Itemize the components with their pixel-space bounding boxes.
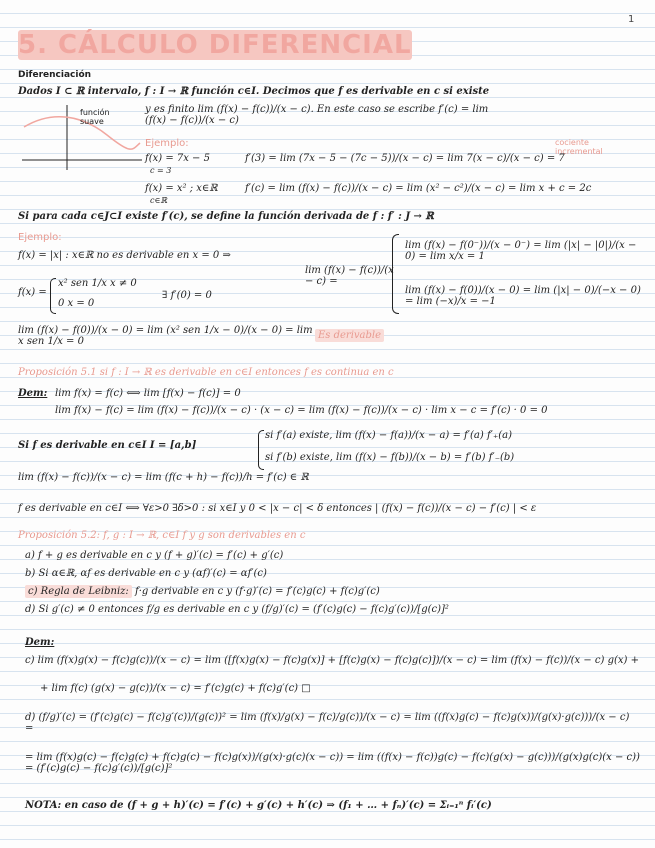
ejemplo-label: Ejemplo: <box>145 138 189 149</box>
derived-function-def: Si para cada c∈J⊂I existe f′(c), se define la función derivada de f : f′ : J → ℝ <box>18 211 434 222</box>
dem-label-2: Dem: <box>25 637 55 648</box>
prop-5-2-text: Proposición 5.2: f, g : I → ℝ, c∈I f y g son derivables en c <box>18 530 306 541</box>
leibniz-label: c) Regla de Leibniz: <box>25 585 132 598</box>
section-heading: Diferenciación <box>18 70 92 80</box>
title-text: 5. CÁLCULO DIFERENCIAL <box>18 30 412 60</box>
nota: NOTA: en caso de (f + g + h)′(c) = f′(c) + g′(c) + h′(c) ⇒ (f₁ + … + fₙ)′(c) = Σᵢ₌₁ⁿ fᵢ′(c) <box>25 800 492 811</box>
definition-line-2: y es finito lim (f(x) − f(c))/(x − c). En este caso se escribe f′(c) = lim (f(x) − f(c))/(x − c) <box>145 104 489 126</box>
ej2-exists: ∃ f′(0) = 0 <box>162 290 212 301</box>
prop-5-2 <box>18 530 638 541</box>
lateral-intro: Si f es derivable en c∈I I = [a,b] <box>18 440 197 451</box>
ej2-piecewise-fx: f(x) = <box>18 287 47 298</box>
definition-line: Dados I ⊂ ℝ intervalo, f : I → ℝ función c∈I. Decimos que f es derivable en c si existe <box>18 86 490 97</box>
ej1-function-a: f(x) = 7x − 5 <box>145 153 210 164</box>
cociente-label: cociente incremental <box>555 138 603 156</box>
prop-5-2-c <box>25 586 635 597</box>
page-number: 1 <box>628 14 635 25</box>
ejemplo-label-2: Ejemplo: <box>18 232 62 243</box>
prop-5-2-a: a) f + g es derivable en c y (f + g)′(c) = f′(c) + g′(c) <box>25 550 284 561</box>
piecewise-top: x² sen 1/x x ≠ 0 <box>58 278 137 289</box>
dem-c-line2: + lim f(c) (g(x) − g(c))/(x − c) = f′(c)g(c) + f(c)g′(c) □ <box>40 683 311 694</box>
graph-label: función suave <box>80 108 110 126</box>
prop-5-2-d: d) Si g′(c) ≠ 0 entonces f/g es derivable en c y (f/g)′(c) = (f′(c)g(c) − f(c)g′(c))/[g(c)]² <box>25 604 449 615</box>
ej1-function-b: f(x) = x² ; x∈ℝ <box>145 183 218 194</box>
dem-d-line1: d) (f/g)′(c) = (f′(c)g(c) − f(c)g′(c))/(g(c))² = lim (f(x)/g(x) − f(c)/g(c))/(x − c) = lim ((f(x)g(c) − f(c)g(x))/(g(x)·g(c)))/(x − c) = <box>25 712 630 734</box>
dem-c-line1: c) lim (f(x)g(x) − f(c)g(c))/(x − c) = lim ([f(x)g(x) − f(c)g(x)] + [f(c)g(x) − f(c)g(c)])/(x − c) = lim (f(x) − f(c))/(x − c) g(x) + <box>25 655 639 666</box>
prop-5-1-text: Proposición 5.1 si f : I → ℝ es derivable en c∈I entonces f es continua en c <box>18 367 394 378</box>
ej2-right-limit: lim (f(x) − f(0))/(x − 0) = lim (|x| − 0)/(−x − 0) = lim (−x)/x = −1 <box>405 285 641 307</box>
ej2-limit-b: lim (f(x) − f(0))/(x − 0) = lim (x² sen 1/x − 0)/(x − 0) = lim x sen 1/x = 0 <box>18 325 313 347</box>
dem-5-1-b: lim f(x) − f(c) = lim (f(x) − f(c))/(x − c) · (x − c) = lim (f(x) − f(c))/(x − c) · lim x − c = f′(c) · 0 = 0 <box>55 405 548 416</box>
prop-5-2-b: b) Si α∈ℝ, αf es derivable en c y (αf)′(c) = αf′(c) <box>25 568 267 579</box>
es-derivable <box>315 330 384 341</box>
brace <box>392 234 399 314</box>
lateral-brace <box>258 430 264 470</box>
ej1-result-a: f′(3) = lim (7x − 5 − (7c − 5))/(x − c) = lim 7(x − c)/(x − c) = 7 <box>245 153 565 164</box>
epsilon-delta: f es derivable en c∈I ⟺ ∀ε>0 ∃δ>0 : si x∈I y 0 < |x − c| < δ entonces | (f(x) − f(c))/(x − c) − f′(c) | < ε <box>18 503 537 514</box>
piecewise-brace <box>50 278 56 314</box>
prop-5-1 <box>18 367 638 378</box>
leibniz-text: f·g derivable en c y (f·g)′(c) = f′(c)g(c) + f(c)g′(c) <box>135 586 380 597</box>
dem-d-line2: = lim (f(x)g(c) − f(c)g(c) + f(c)g(c) − f(c)g(x))/(g(x)·g(c)(x − c)) = lim ((f(x) − f(c))g(c) − f(c)(g(x) − g(c)))/(g(x)g(c)(x − c)) = (f′(c)g(c) − f(c)g′(c))/[g(c)]² <box>25 752 640 774</box>
piecewise-bottom: 0 x = 0 <box>58 298 95 309</box>
lateral-h-form: lim (f(x) − f(c))/(x − c) = lim (f(c + h) − f(c))/h = f′(c) ∈ ℝ <box>18 472 309 483</box>
ej1-c-b: c∈ℝ <box>150 196 168 205</box>
page-title <box>18 30 412 60</box>
ej2-abs: f(x) = |x| : x∈ℝ no es derivable en x = 0 ⇒ <box>18 250 231 261</box>
dem-5-1-a: lim f(x) = f(c) ⟺ lim [f(x) − f(c)] = 0 <box>55 388 241 399</box>
lateral-left: si f′(b) existe, lim (f(x) − f(b))/(x − b) = f′(b) f′₋(b) <box>265 452 515 463</box>
ej1-result-b: f′(c) = lim (f(x) − f(c))/(x − c) = lim (x² − c²)/(x − c) = lim x + c = 2c <box>245 183 592 194</box>
ej2-limit: lim (f(x) − f(c))/(x − c) = <box>305 265 394 287</box>
ej2-left-limit: lim (f(x) − f(0⁻))/(x − 0⁻) = lim (|x| − |0|)/(x − 0) = lim x/x = 1 <box>405 240 637 262</box>
lateral-right: si f′(a) existe, lim (f(x) − f(a))/(x − a) = f′(a) f′₊(a) <box>265 430 512 441</box>
ej1-c-a: c = 3 <box>150 166 172 175</box>
es-derivable-text: Es derivable <box>315 329 384 342</box>
dem-label: Dem: <box>18 388 48 399</box>
